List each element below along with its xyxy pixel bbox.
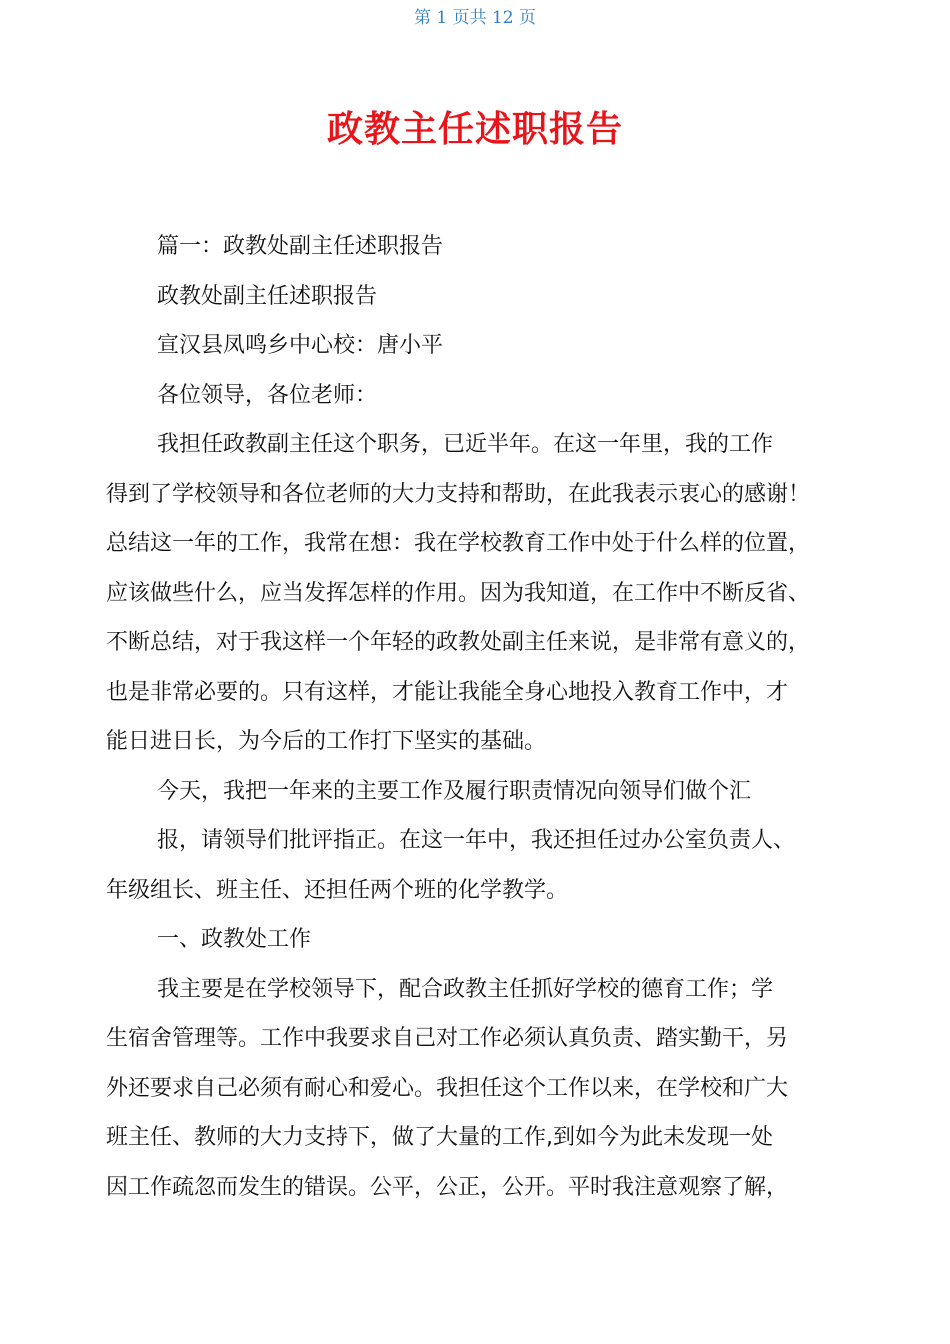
salutation-line: 各位领导，各位老师： — [157, 382, 378, 408]
paragraph-line: 总结这一年的工作，我常在想：我在学校教育工作中处于什么样的位置， — [106, 531, 811, 556]
paragraph-line: 班主任、教师的大力支持下，做了大量的工作,到如今为此未发现一处 — [106, 1125, 773, 1150]
paragraph-line: 应该做些什么，应当发挥怎样的作用。因为我知道，在工作中不断反省、 — [106, 580, 811, 606]
paragraph-line: 得到了学校领导和各位老师的大力支持和帮助，在此我表示衷心的感谢！ — [106, 481, 811, 507]
paragraph-line: 生宿舍管理等。工作中我要求自己对工作必须认真负责、踏实勤干，另 — [106, 1026, 789, 1051]
author-line: 宣汉县凤鸣乡中心校：唐小平 — [157, 333, 444, 358]
paragraph-line: 我担任政教副主任这个职务，已近半年。在这一年里，我的工作 — [157, 432, 774, 457]
paragraph-line: 今天，我把一年来的主要工作及履行职责情况向领导们做个汇 — [157, 778, 752, 804]
subtitle-line: 政教处副主任述职报告 — [157, 283, 378, 309]
section-heading-line: 篇一：政教处副主任述职报告 — [157, 234, 444, 259]
paragraph-line: 因工作疏忽而发生的错误。公平，公正，公开。平时我注意观察了解， — [106, 1174, 789, 1200]
paragraph-line: 外还要求自己必须有耐心和爱心。我担任这个工作以来，在学校和广大 — [106, 1075, 789, 1101]
paragraph-line: 能日进日长，为今后的工作打下坚实的基础。 — [106, 729, 547, 754]
section-heading-line: 一、政教处工作 — [157, 927, 312, 952]
paragraph-line: 不断总结，对于我这样一个年轻的政教处副主任来说，是非常有意义的， — [106, 630, 811, 655]
paragraph-line: 年级组长、班主任、还担任两个班的化学教学。 — [106, 877, 569, 903]
document-body — [106, 222, 854, 1212]
paragraph-line: 报，请领导们批评指正。在这一年中，我还担任过办公室负责人、 — [157, 828, 796, 853]
paragraph-line: 也是非常必要的。只有这样，才能让我能全身心地投入教育工作中，才 — [106, 679, 789, 705]
page-indicator: 第 1 页共 12 页 — [413, 8, 537, 28]
paragraph-line: 我主要是在学校领导下，配合政教主任抓好学校的德育工作；学 — [157, 976, 774, 1002]
document-title: 政教主任述职报告 — [326, 109, 623, 150]
